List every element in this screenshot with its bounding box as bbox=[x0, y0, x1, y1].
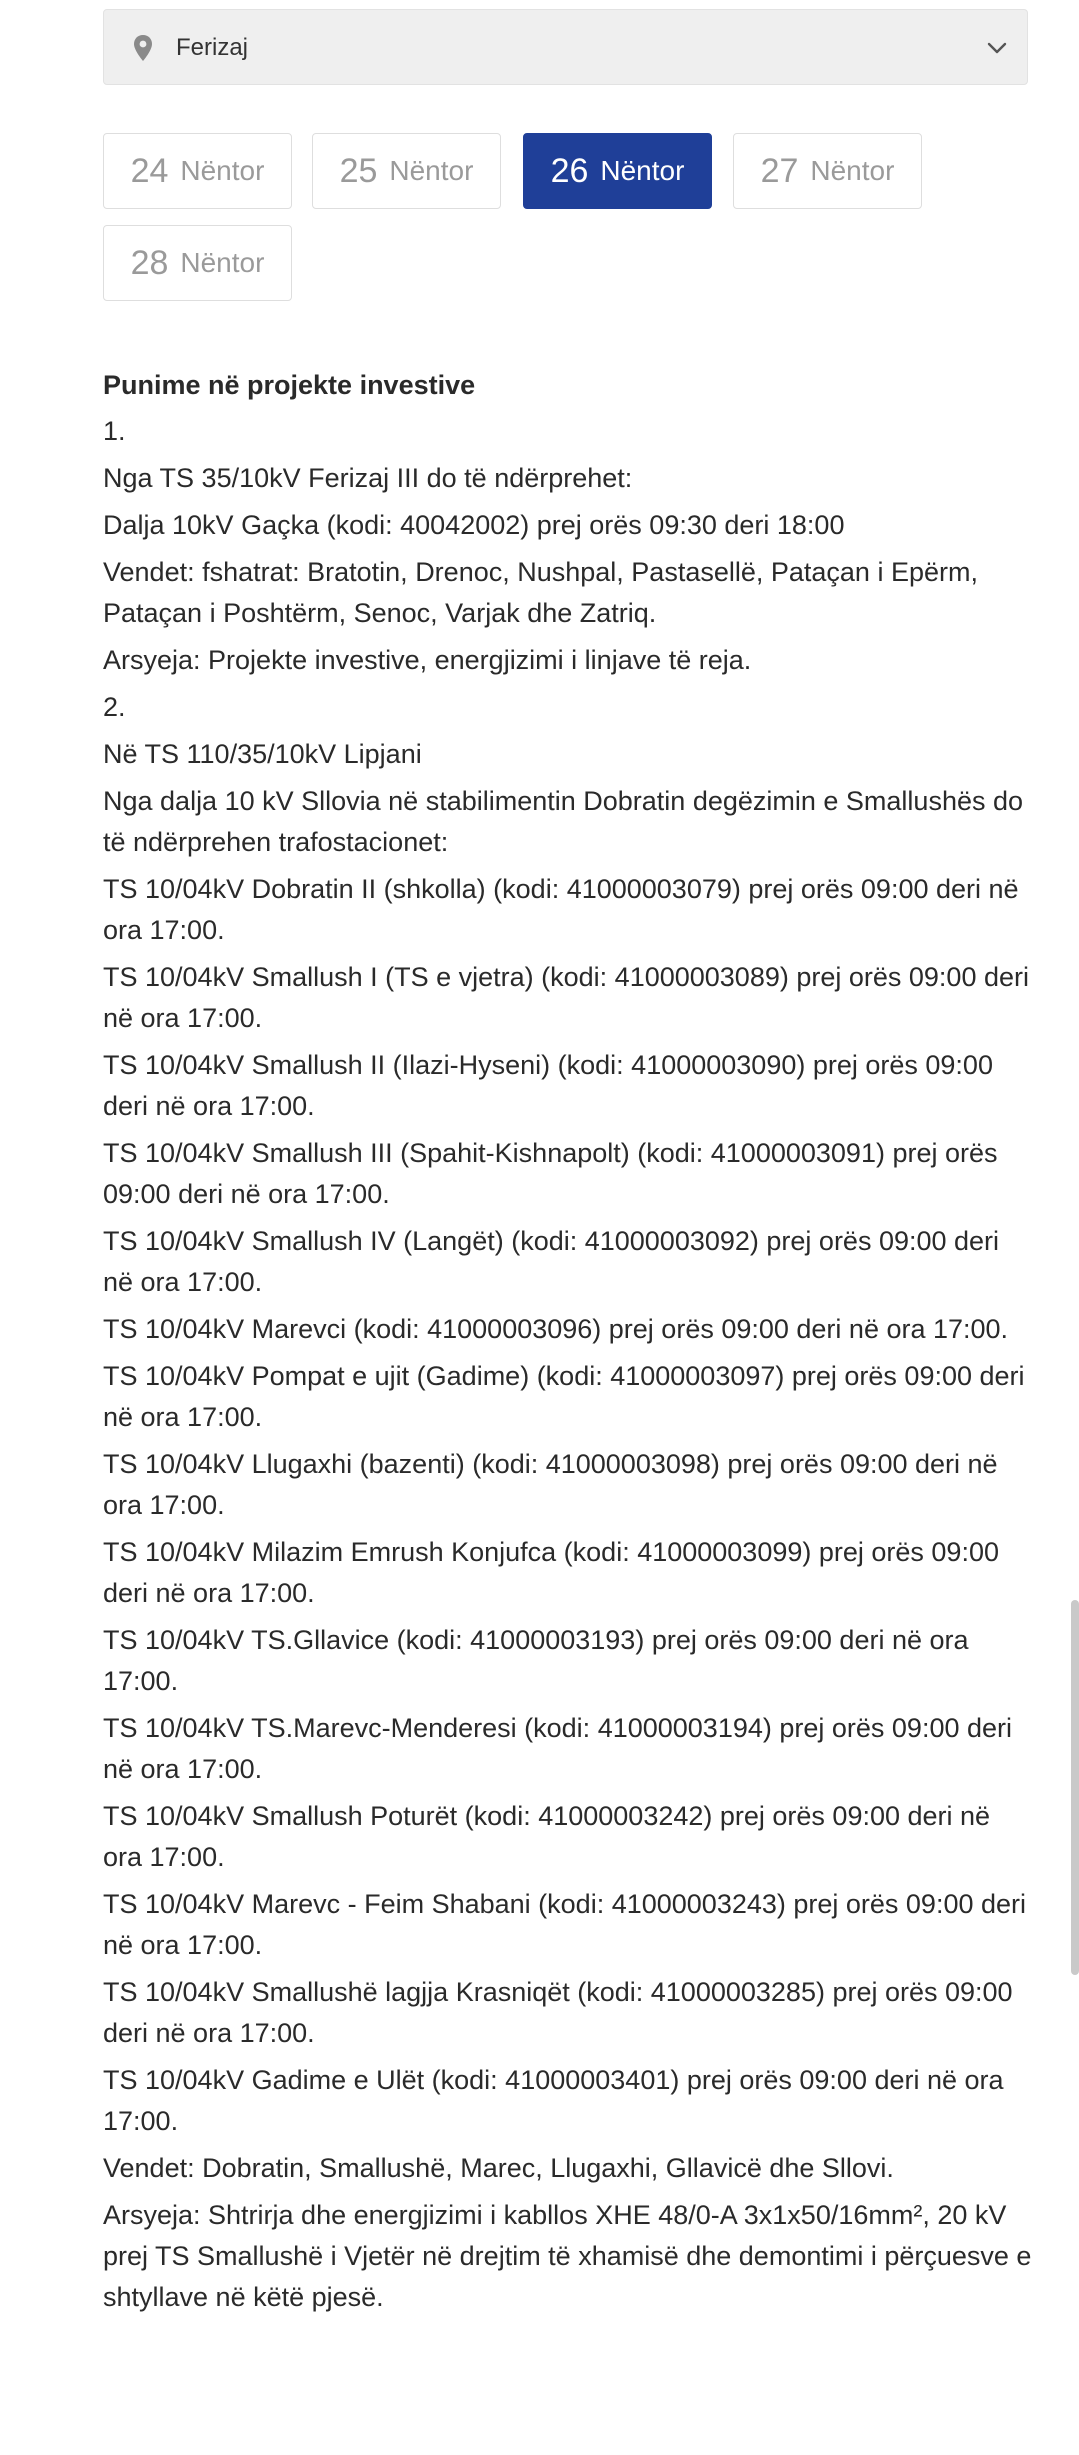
location-select-value: Ferizaj bbox=[176, 34, 249, 61]
paragraph: Dalja 10kV Gaçka (kodi: 40042002) prej orës 09:30 deri 18:00 bbox=[103, 510, 845, 540]
paragraph: 2. bbox=[103, 692, 126, 722]
paragraph: TS 10/04kV Smallush IV (Langët) (kodi: 41000003092) prej orës 09:00 deri në ora 17:00. bbox=[103, 1226, 1000, 1297]
date-month: Nëntor bbox=[180, 155, 265, 186]
paragraph: TS 10/04kV Smallush I (TS e vjetra) (kodi: 41000003089) prej orës 09:00 deri në ora 17:00. bbox=[103, 962, 1029, 1033]
paragraph: TS 10/04kV Llugaxhi (bazenti) (kodi: 41000003098) prej orës 09:00 deri në ora 17:00. bbox=[103, 1449, 998, 1520]
paragraph: TS 10/04kV Smallush III (Spahit-Kishnapolt) (kodi: 41000003091) prej orës 09:00 deri në ora 17:00. bbox=[103, 1138, 998, 1209]
location-select[interactable] bbox=[103, 9, 1028, 85]
paragraph: Arsyeja: Shtrirja dhe energjizimi i kabllos XHE 48/0-A 3x1x50/16mm², 20 kV prej TS Smallushë i Vjetër në drejtim të xhamisë dhe demontimi i përçuesve e shtyllave në këtë pjesë. bbox=[103, 2200, 1032, 2312]
date-button[interactable] bbox=[103, 225, 292, 301]
date-button[interactable] bbox=[103, 133, 292, 209]
paragraph: TS 10/04kV Dobratin II (shkolla) (kodi: 41000003079) prej orës 09:00 deri në ora 17:00. bbox=[103, 874, 1019, 945]
paragraph: 1. bbox=[103, 416, 126, 446]
paragraph: Në TS 110/35/10kV Lipjani bbox=[103, 739, 422, 769]
date-button[interactable] bbox=[733, 133, 922, 209]
date-day: 26 bbox=[550, 151, 589, 190]
paragraph: Arsyeja: Projekte investive, energjizimi i linjave të reja. bbox=[103, 645, 752, 675]
date-day: 28 bbox=[130, 243, 169, 282]
paragraph: TS 10/04kV Smallush II (Ilazi-Hyseni) (kodi: 41000003090) prej orës 09:00 deri në ora 17:00. bbox=[103, 1050, 993, 1121]
paragraph: TS 10/04kV Gadime e Ulët (kodi: 41000003401) prej orës 09:00 deri në ora 17:00. bbox=[103, 2065, 1004, 2136]
location-pin-icon bbox=[131, 34, 155, 62]
paragraph: Vendet: Dobratin, Smallushë, Marec, Llugaxhi, Gllavicë dhe Sllovi. bbox=[103, 2153, 894, 2183]
section-heading: Punime në projekte investive bbox=[103, 370, 476, 400]
paragraph: TS 10/04kV Marevc - Feim Shabani (kodi: 41000003243) prej orës 09:00 deri në ora 17:00. bbox=[103, 1889, 1027, 1960]
date-month: Nëntor bbox=[810, 155, 895, 186]
date-day: 27 bbox=[760, 151, 799, 190]
date-month: Nëntor bbox=[600, 155, 685, 186]
paragraph: TS 10/04kV Marevci (kodi: 41000003096) prej orës 09:00 deri në ora 17:00. bbox=[103, 1314, 1009, 1344]
paragraph: Nga TS 35/10kV Ferizaj III do të ndërprehet: bbox=[103, 463, 633, 493]
paragraph: TS 10/04kV TS.Marevc-Menderesi (kodi: 41000003194) prej orës 09:00 deri në ora 17:00. bbox=[103, 1713, 1012, 1784]
date-month: Nëntor bbox=[180, 247, 265, 278]
paragraph: TS 10/04kV TS.Gllavice (kodi: 41000003193) prej orës 09:00 deri në ora 17:00. bbox=[103, 1625, 969, 1696]
outage-content bbox=[103, 364, 1033, 2324]
date-day: 24 bbox=[130, 151, 169, 190]
paragraph: TS 10/04kV Smallushë lagjja Krasniqët (kodi: 41000003285) prej orës 09:00 deri në ora 17:00. bbox=[103, 1977, 1013, 2048]
date-button-selected[interactable] bbox=[523, 133, 712, 209]
paragraph: TS 10/04kV Pompat e ujit (Gadime) (kodi: 41000003097) prej orës 09:00 deri në ora 17:00. bbox=[103, 1361, 1025, 1432]
paragraph: Nga dalja 10 kV Sllovia në stabilimentin Dobratin degëzimin e Smallushës do të ndërprehen trafostacionet: bbox=[103, 786, 1024, 857]
scrollbar-thumb[interactable] bbox=[1071, 1600, 1079, 1975]
date-button[interactable] bbox=[312, 133, 501, 209]
paragraph: TS 10/04kV Milazim Emrush Konjufca (kodi: 41000003099) prej orës 09:00 deri në ora 17:00. bbox=[103, 1537, 999, 1608]
date-day: 25 bbox=[339, 151, 378, 190]
paragraph: Vendet: fshatrat: Bratotin, Drenoc, Nushpal, Pastasellë, Pataçan i Epërm, Pataçan i Poshtërm, Senoc, Varjak dhe Zatriq. bbox=[103, 557, 978, 628]
date-month: Nëntor bbox=[389, 155, 474, 186]
chevron-down-icon[interactable] bbox=[985, 38, 1009, 58]
paragraph: TS 10/04kV Smallush Poturët (kodi: 41000003242) prej orës 09:00 deri në ora 17:00. bbox=[103, 1801, 991, 1872]
